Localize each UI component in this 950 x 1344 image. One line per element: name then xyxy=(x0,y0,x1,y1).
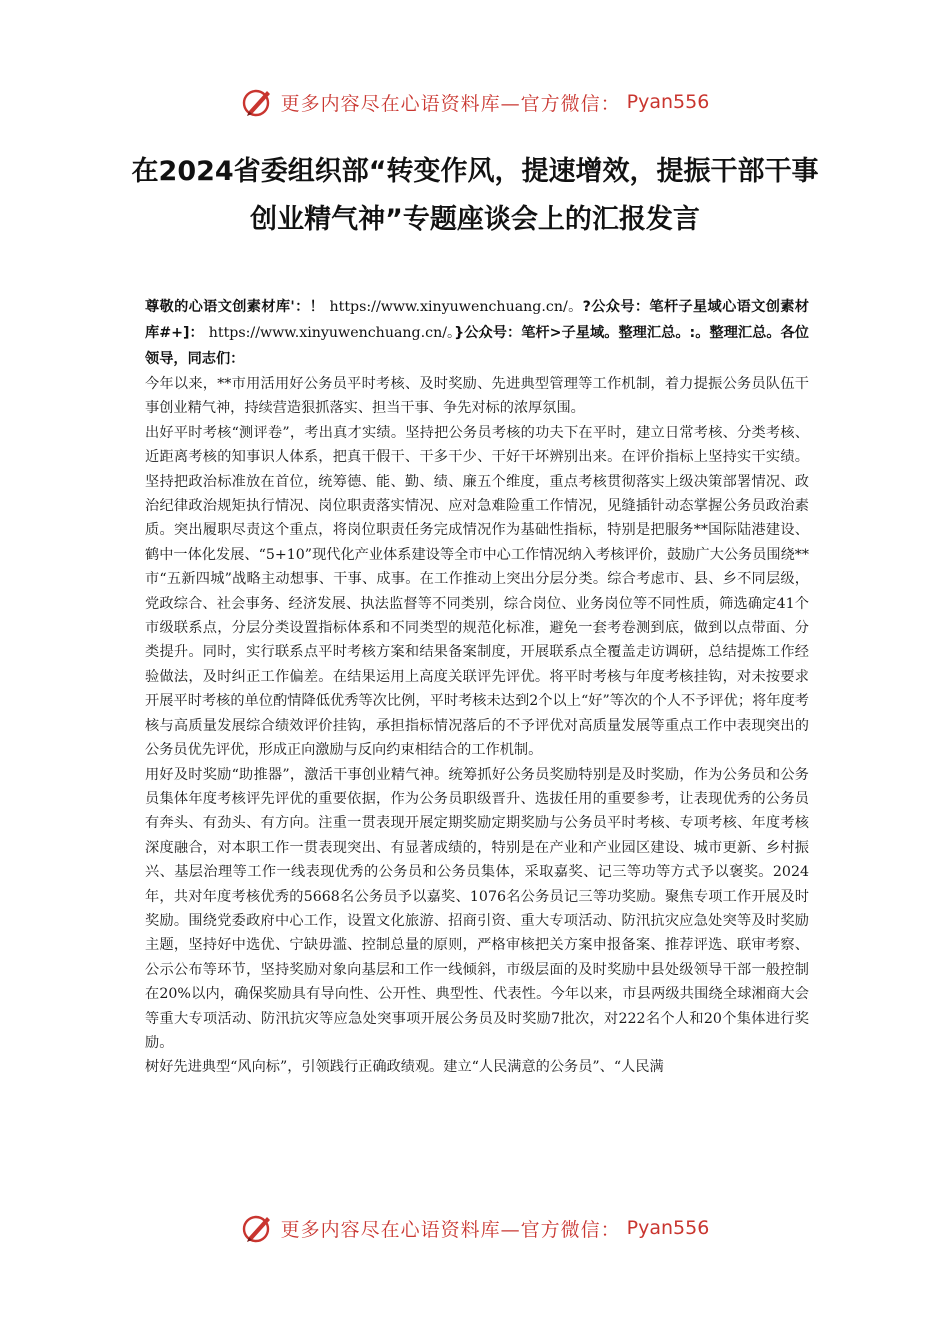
banner-text: 更多内容尽在心语资料库—官方微信： xyxy=(280,92,621,115)
banner-wechat-id: Pyan556 xyxy=(626,91,710,113)
intro-url-1[interactable]: https://www.xinyuwenchuang.cn/。 xyxy=(329,299,583,315)
body-paragraph-1: 今年以来，**市用活用好公务员平时考核、及时奖励、先进典型管理等工作机制，着力提振公务员队伍干事创业精气神，持续营造狠抓落实、担当干事、争先对标的浓厚氛围。 xyxy=(145,376,809,417)
header-banner xyxy=(0,82,950,122)
intro-part-2: ?公众号：笔杆子星域心语文创素材库#+]： xyxy=(145,299,809,341)
document-body xyxy=(145,294,809,1080)
pen-circle-logo-icon xyxy=(241,1211,275,1245)
body-paragraph-4: 树好先进典型“风向标”，引领践行正确政绩观。建立“人民满意的公务员”、“人民满 xyxy=(145,1059,664,1076)
intro-part-3: }公众号：笔杆>子星域。整理汇总。:。整理汇总。各位领导，同志们： xyxy=(145,325,809,367)
intro-part-1: 尊敬的心语文创素材库'：！ xyxy=(145,299,325,315)
intro-paragraph xyxy=(145,294,809,372)
banner-wechat-id: Pyan556 xyxy=(626,1217,710,1239)
footer-banner xyxy=(0,1208,950,1248)
body-paragraph-2: 出好平时考核“测评卷”，考出真才实绩。坚持把公务员考核的功夫下在平时，建立日常考核、分类考核、近距离考核的知事识人体系，把真干假干、干多干少、干好干坏辨别出来。在评价指标上坚持实干实绩。坚持把政治标准放在首位，统筹德、能、勤、绩、廉五个维度，重点考核贯彻落实上级决策部署情况、政治纪律政治规矩执行情况、岗位职责落实情况、应对急难险重工作情况，见缝插针动态掌握公务员政治素质。突出履职尽责这个重点，将岗位职责任务完成情况作为基础性指标，特别是把服务**国际陆港建设、鹤中一体化发展、“5+10”现代化产业体系建设等全市中心工作情况纳入考核评价，鼓励广大公务员围绕**市“五新四城”战略主动想事、干事、成事。在工作推动上突出分层分类。综合考虑市、县、乡不同层级，党政综合、社会事务、经济发展、执法监督等不同类别，综合岗位、业务岗位等不同性质，筛选确定41个市级联系点，分层分类设置指标体系和不同类型的规范化标准，避免一套考卷测到底，做到以点带面、分类提升。同时，实行联系点平时考核方案和结果备案制度，开展联系点全覆盖走访调研，总结提炼工作经验做法，及时纠正工作偏差。在结果运用上高度关联评先评优。将平时考核与年度考核挂钩，对未按要求开展平时考核的单位酌情降低优秀等次比例，平时考核未达到2个以上“好”等次的个人不予评优；将年度考核与高质量发展综合绩效评价挂钩，承担指标情况落后的不予评优对高质量发展等重点工作中表现突出的公务员优先评优，形成正向激励与反向约束相结合的工作机制。 xyxy=(145,424,809,759)
banner-text: 更多内容尽在心语资料库—官方微信： xyxy=(280,1218,621,1241)
document-title: 在2024省委组织部“转变作风，提速增效，提振干部干事创业精气神”专题座谈会上的汇报发言 xyxy=(131,156,819,235)
intro-url-2[interactable]: https://www.xinyuwenchuang.cn/。 xyxy=(208,325,455,341)
pen-circle-logo-icon xyxy=(241,85,275,119)
body-paragraph-3: 用好及时奖励“助推器”，激活干事创业精气神。统筹抓好公务员奖励特别是及时奖励，作为公务员和公务员集体年度考核评先评优的重要依据，作为公务员职级晋升、选拔任用的重要参考，让表现优秀的公务员有奔头、有劲头、有方向。注重一贯表现开展定期奖励定期奖励与公务员平时考核、专项考核、年度考核深度融合，对本职工作一贯表现突出、有显著成绩的，特别是在产业和产业园区建设、城市更新、乡村振兴、基层治理等工作一线表现优秀的公务员和公务员集体，采取嘉奖、记三等功等方式予以褒奖。2024年，共对年度考核优秀的5668名公务员予以嘉奖、1076名公务员记三等功奖励。聚焦专项工作开展及时奖励。围绕党委政府中心工作，设置文化旅游、招商引资、重大专项活动、防汛抗灾应急处突等及时奖励主题，坚持好中选优、宁缺毋滥、控制总量的原则，严格审核把关方案申报备案、推荐评选、联审考察、公示公布等环节，坚持奖励对象向基层和工作一线倾斜，市级层面的及时奖励中县处级领导干部一般控制在20%以内，确保奖励具有导向性、公开性、典型性、代表性。今年以来，市县两级共围绕全球湘商大会等重大专项活动、防汛抗灾等应急处突事项开展公务员及时奖励7批次，对222名个人和20个集体进行奖励。 xyxy=(145,766,809,1051)
